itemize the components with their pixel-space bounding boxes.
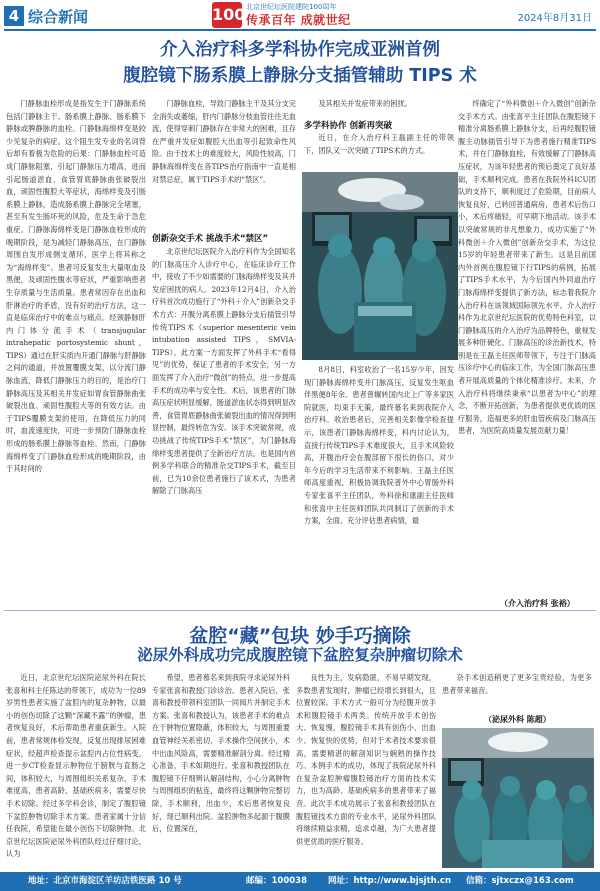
article1-column1 — [6, 98, 146, 606]
article1-col3b-text: 近日，在介入治疗科王磊副主任的带领下，团队又一次突破了TIPS术的方式。 — [304, 133, 454, 155]
article-divider — [4, 610, 596, 611]
article1-col3c-text: 8月8日，科室收治了一名15岁少年，因发现门静脉海绵样变并门脉高压，反复发生呕血伴黑便8年余。患者曾辗转国内北上广等多家医院就医，均束手无策，最终慕名来到我院介入治疗科。收治患者后，完善相关影像学检查提示，该患者门静脉海绵样变，科内讨论认为，直接行传统TIPS手术难度很大，且手术风险较高，开腹治疗会在腹部留下很长的伤口，对少年今后的学习生活带来不利影响。王磊主任医师高度重视，积极协调我院普外中心胃肠外科专家张喜平主任团队，外科徐和康副主任医师和张喜中主任医师团队共同制订了创新的手术方案，全面、充分评估患者病情，最 — [304, 365, 454, 526]
article1-col2b-text: 北京世纪坛医院介入治疗科作为全国知名的门脉高压介入诊疗中心，在临床诊疗工作中，接收了不少如需要的门脉海绵样变及其并发症困扰的病人。2023年12月4日，介入治疗科首次成功施行了“外科＋介入”创新杂交手术方式：开腹分离系膜上静脉分支后插管引导传统TIPS术（superior mesenteric vein intubation assisted TIPS，SMVIA-TIPS）。此方案一方面发挥了外科手术“看得见”的优势，保证了患者的手术安全，另一方面发挥了介入治疗“微创”的特点，进一步提高手术的成功率与安全性。术后，该患者的门脉高压症状明显缓解，肠道淤血状态得到明显改善，食管胃底静脉曲张破裂出血的情况得到明显控制，最终转危为安。该手术突破常规，成功挑战了传统TIPS手术“禁区”，为门静脉海绵样变患者提供了全新治疗方法，也是国内首例多学科联合的精准杂交TIPS手术，截至目前，已为10余位患者施行了该术式，为患者解除了门脉高压 — [152, 247, 296, 496]
footer-email[interactable]: 信箱：sjtxczx@163.com — [466, 876, 574, 886]
section-title: 综合新闻 — [28, 8, 89, 26]
article2-team-photo — [442, 728, 594, 868]
footer-postcode: 邮编：100038 — [246, 876, 307, 886]
article1-title-line2: 腹腔镜下肠系膜上静脉分支插管辅助 TIPS 术 — [123, 66, 477, 86]
article2-col1-text: 近日，北京世纪坛医院泌尿外科在院长张喜和科主任陈达的带领下，成功为一位89岁男性患者实施了盆腔内的复杂肿物，以最小的创伤切除了这颗“深藏不露”的肿瘤，患者恢复良好，术后帮助患者重获新生。入院前，患者常规体检发现，反复出现排尿困难症状，经超声检查提示盆腔内占位性病变，进一步CT检查显示肿物位于膀胱与直肠之间，体积较大，与周围组织关系复杂，手术难度高，患者高龄，基础疾病多，需要尽快手术切除。经过多学科会诊，制定了腹腔镜下盆腔肿物切除手术方案。患者家属十分信任我院，希望能在最小创伤下切除肿物。北京世纪坛医院泌尿外科团队经过仔细讨论，认为 — [6, 673, 146, 859]
article1-column3a — [304, 98, 454, 114]
article2-column2 — [152, 672, 290, 868]
article2-col3-text: 良性为主，发病隐匿，不易早期发现，多数患者发现时，肿瘤已经增长到很大，且位置较深。手术方式一般可分为经腹开放手术和腹腔镜手术两类。传统开放手术创伤大、恢复慢，腹腔镜手术具有创伤小、出血少、恢复快的优势，但对于术者技术要求很高，需要精湛的解剖知识与娴熟的操作技巧。本例手术的成功，体现了我院泌尿外科在复杂盆腔肿瘤腹腔镜治疗方面的技术实力，也为高龄、基础疾病多的患者带来了福音。此次手术成功展示了张喜和教授团队在腹腔镜技术方面的专业水平，泌尿外科团队将继续精益求精，追求卓越，为广大患者提供更优质的医疗服务。 — [296, 673, 436, 846]
article1-col4-text: 终确定了“外科微创＋介入微创”创新杂交手术方式。由张喜平主任团队在腹腔镜下精准分离肠系膜上静脉分支，后再经腹腔镜腹主动脉插管引导下为患者施行精准TIPS术，并在门静脉血栓，有效缓解了门静脉高压症状，为该年轻患者的预后奠定了良好基础，手术顺利完成。患者在我院外科ICU团队的支持下，顺利度过了危险期，目前病人恢复良好，已转回普通病房，患者术后伤口小，术后疼痛轻，可早期下地活动。该手术以突破常规的非凡想象力，成功实施了“外科微创＋介入微创”创新杂交手术，为这位15岁的年轻患者带来了新生。这是目前国内外首例在腹腔镜下行TIPS的病例，拓展了TIPS手术水平，为今后国内外同道治疗门脉海绵样变提供了新方法，标志着我院介入治疗科在该领域国际领先水平。介入治疗科作为北京世纪坛医院的优势特色科室，以门静脉高压的介入治疗为品牌特色，重视发展多种肝硬化、门脉高压的诊治新技术，特别是在王磊主任医师带领下，专注于门脉高压诊疗中心的临床工作，为全国门脉高压患者开展高质量的个体化精准诊疗。未来，介入治疗科将继续秉承“以患者为中心”的理念，不断开拓创新，为患者提供更优质的医疗服务，造福更多的肝血管疾病及门脉高压患者，为医院高质量发展贡献力量！ — [458, 99, 596, 436]
logo-badge: 100 — [212, 2, 242, 28]
article1-title-line1: 介入治疗科多学科协作完成亚洲首例 — [160, 40, 440, 60]
article1-surgery-photo — [302, 172, 458, 360]
article2-column4 — [442, 672, 592, 710]
article1-col3a-text: 及其相关并发症带来的困扰。 — [318, 99, 412, 108]
logo-subtitle: 北京世纪坛医院建院100周年 — [246, 3, 337, 11]
masthead-rule — [4, 29, 596, 31]
masthead — [0, 0, 600, 32]
article1-col2a-text: 门静脉血栓，导致门静脉主干及其分支完全消失或萎缩，肝内门静脉分枝血管往往无血流，使得穿刺门静脉存在非常大的困难，且存在严重并发症如腹腔大出血等引起致命性风险。由于技术上的难度较大，风险性较高，门静脉海绵样变在各TIPS治疗指南中一直是相对禁忌症，属于TIPS手术的“禁区”。 — [152, 99, 296, 184]
article2-title-line2: 泌尿外科成功完成腹腔镜下盆腔复杂肿瘤切除术 — [137, 646, 463, 664]
article2-col2-text: 希望，患者慕名来到我院寻求泌尿外科专家张喜和教授门诊诊治。患者入院后，张喜和教授带领科室团队一同阅片并制定手术方案。张喜和教授认为，该患者手术的难点在于肿物位置隐蔽，体积较大，与周围重要血管神经关系密切，手术操作空间狭小，术中出血风险高，需要精准解剖分离。经过精心准备，手术如期进行。张喜和教授团队在腹腔镜下仔细辨认解剖结构，小心分离肿物与周围组织的粘连，最终将这颗肿物完整切除，手术顺利，出血少，术后患者恢复良好，现已顺利出院。盆腔肿物多起源于腹膜后，位置深在， — [152, 673, 290, 834]
centennial-logo — [212, 2, 392, 28]
article1-subheading1: 创新杂交手术 挑战手术“禁区” — [152, 234, 269, 244]
page-number: 4 — [4, 6, 24, 26]
article2-column1 — [6, 672, 146, 868]
article1-byline: （介入治疗科 张裕） — [500, 599, 575, 608]
article2-title-line1: 盆腔“藏”包块 妙手巧摘除 — [189, 625, 411, 647]
footer-address: 地址：北京市海淀区羊坊店铁医路 10 号 — [28, 876, 182, 886]
footer-bar — [0, 872, 600, 891]
footer-website[interactable]: 网址：http://www.bjsjth.cn — [328, 876, 452, 886]
article1-column2b — [152, 246, 296, 586]
logo-slogan: 传承百年 成就世纪 — [246, 13, 351, 27]
issue-date: 2024年8月31日 — [517, 13, 592, 24]
article2-column3 — [296, 672, 436, 868]
article1-column4 — [458, 98, 596, 594]
article2-col4-text: 杂手术创造稍更了更多宝贵经验，为更多患者带来福音。 — [442, 673, 592, 695]
article1-column3c — [304, 364, 454, 586]
article2-byline: （泌尿外科 陈超） — [484, 715, 551, 724]
article1-column3b — [304, 132, 454, 172]
article1-col1-text: 门静脉血栓形成是指发生于门静脉系统包括门静脉主干、肠系膜上静脉、肠系膜下静脉或脾静脉的血栓。门静脉海绵样变是较少见复杂的病症。这个阻生发专业的名词背后却有着极为危险的后果：门静脉血栓可造成门静脉阻塞，引起门静脉压力增高，进而引起肠道淤血、食管胃底静脉曲张破裂出血，顽固性腹腔大等症状，海绵样变及引肠系膜上静脉，造成肠系膜上静脉完全堵塞，甚至有发生肠坏死的风险，危及生命于急危重症。门静脉海绵样变是门静脉血栓形成的晚期阶段，是为减轻门静脉高压，在门静脉周围自发形成侧支循环，医学上将其称之为“海绵样变”。患者可反复发生大量呕血及黑便，及顽固性腹水等症状，严重影响患者生存质量与生活质量。患者常因存在出血和肝淋治疗的矛盾，没有好的治疗方法，这一直是临床治疗中的难点与痛点。经颈静脉肝内门体分流手术（transjugular intrahepatic portosystemic shunt，TIPS）通过在肝实质内开通门静脉与肝静脉之间的通道，并放置覆膜支架，以分流门静脉血流，降低门静脉压力的目的，是治疗门静脉高压及其相关并发症如胃食管静脉曲张破裂出血、顽固性腹腔大等的有效方法。由于TIPS覆膜支架的使用，在降低压力的同时，血流速度快，可进一步预防门静脉血栓形成的肠系膜上静脉等血栓。然而，门静脉海绵样变了门静脉血栓形成的晚期阶段，由于其时间的 — [6, 99, 146, 474]
article1-column2a — [152, 98, 296, 240]
article1-subheading2: 多学科协作 创新再突破 — [304, 121, 392, 131]
